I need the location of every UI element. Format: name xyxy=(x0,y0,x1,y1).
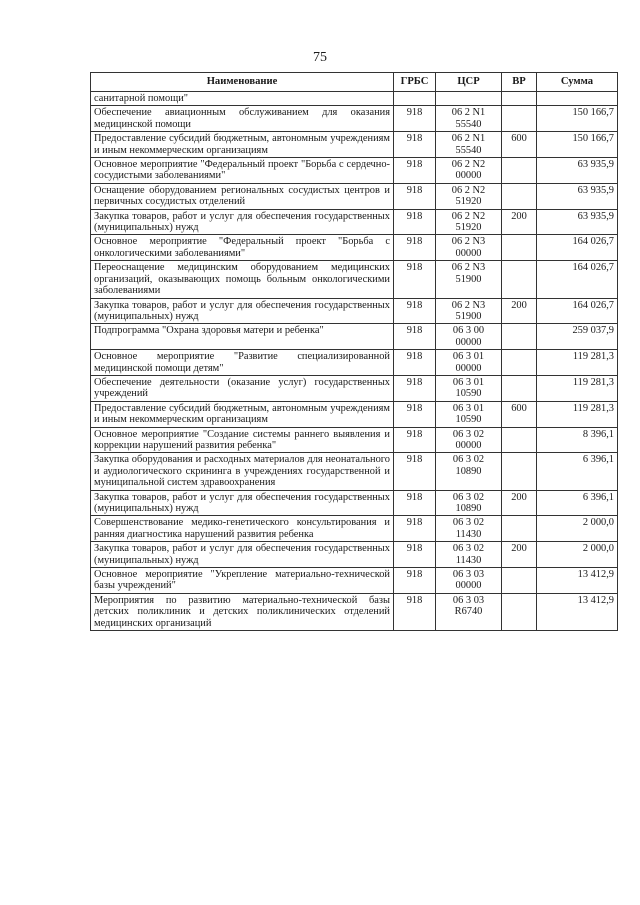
table-row xyxy=(91,453,618,490)
table-row xyxy=(91,324,618,350)
cell-sum: 259 037,9 xyxy=(537,324,618,350)
cell-grbs: 918 xyxy=(394,453,436,490)
cell-name: Основное мероприятие "Федеральный проект "Борьба с онкологическими заболеваниями" xyxy=(91,235,394,261)
cell-name: Оснащение оборудованием региональных сосудистых центров и первичных сосудистых отделений xyxy=(91,183,394,209)
cell-csr: 06 2 N2 51920 xyxy=(436,183,502,209)
cell-grbs: 918 xyxy=(394,375,436,401)
cell-grbs: 918 xyxy=(394,427,436,453)
cell-grbs: 918 xyxy=(394,401,436,427)
cell-grbs: 918 xyxy=(394,516,436,542)
table-row xyxy=(91,106,618,132)
cell-grbs: 918 xyxy=(394,183,436,209)
cell-grbs: 918 xyxy=(394,158,436,184)
cell-vr xyxy=(502,324,537,350)
cell-grbs: 918 xyxy=(394,490,436,516)
header-vr: ВР xyxy=(502,73,537,92)
cell-vr: 600 xyxy=(502,132,537,158)
cell-sum: 13 412,9 xyxy=(537,568,618,594)
cell-vr: 200 xyxy=(502,298,537,324)
cell-vr xyxy=(502,453,537,490)
header-csr: ЦСР xyxy=(436,73,502,92)
budget-table xyxy=(90,72,618,631)
cell-name: Переоснащение медицинским оборудованием медицинских организаций, оказывающих помощь больным онкологическими заболеваниями xyxy=(91,261,394,298)
table-row xyxy=(91,516,618,542)
table-row xyxy=(91,209,618,235)
table-row xyxy=(91,427,618,453)
cell-vr xyxy=(502,183,537,209)
cell-name: Закупка товаров, работ и услуг для обеспечения государственных (муниципальных) нужд xyxy=(91,209,394,235)
cell-vr xyxy=(502,375,537,401)
table-row xyxy=(91,132,618,158)
cell-csr: 06 3 02 10890 xyxy=(436,453,502,490)
table-row xyxy=(91,401,618,427)
cell-vr xyxy=(502,106,537,132)
cell-vr: 200 xyxy=(502,490,537,516)
cell-name: Мероприятия по развитию материально-технической базы детских поликлиник и детских поликлинических отделений медицинских организаций xyxy=(91,593,394,630)
cell-vr: 200 xyxy=(502,209,537,235)
cell-vr: 600 xyxy=(502,401,537,427)
cell-grbs: 918 xyxy=(394,235,436,261)
cell-vr xyxy=(502,593,537,630)
cell-sum: 8 396,1 xyxy=(537,427,618,453)
cell-sum: 119 281,3 xyxy=(537,401,618,427)
cell-sum: 2 000,0 xyxy=(537,516,618,542)
cell-name: Обеспечение деятельности (оказание услуг) государственных учреждений xyxy=(91,375,394,401)
cell-sum: 164 026,7 xyxy=(537,298,618,324)
table-row xyxy=(91,542,618,568)
cell-grbs: 918 xyxy=(394,106,436,132)
cell-sum: 2 000,0 xyxy=(537,542,618,568)
table-row xyxy=(91,568,618,594)
cell-csr: 06 2 N2 51920 xyxy=(436,209,502,235)
cell-vr xyxy=(502,568,537,594)
cell-vr xyxy=(502,92,537,106)
cell-grbs xyxy=(394,92,436,106)
cell-csr: 06 2 N2 00000 xyxy=(436,158,502,184)
table-row xyxy=(91,490,618,516)
table-row xyxy=(91,183,618,209)
cell-name: Закупка товаров, работ и услуг для обеспечения государственных (муниципальных) нужд xyxy=(91,490,394,516)
cell-sum: 150 166,7 xyxy=(537,106,618,132)
cell-name: Основное мероприятие "Укрепление материально-технической базы учреждений" xyxy=(91,568,394,594)
cell-name: Предоставление субсидий бюджетным, автономным учреждениям и иным некоммерческим организациям xyxy=(91,132,394,158)
cell-sum: 150 166,7 xyxy=(537,132,618,158)
cell-sum: 119 281,3 xyxy=(537,375,618,401)
cell-csr: 06 3 01 10590 xyxy=(436,401,502,427)
cell-name: Закупка товаров, работ и услуг для обеспечения государственных (муниципальных) нужд xyxy=(91,542,394,568)
header-grbs: ГРБС xyxy=(394,73,436,92)
cell-csr: 06 3 03 00000 xyxy=(436,568,502,594)
cell-name: Закупка оборудования и расходных материалов для неонатального и аудиологического скрининга в учреждениях государственной и муниципальной систем здравоохранения xyxy=(91,453,394,490)
cell-sum: 63 935,9 xyxy=(537,209,618,235)
cell-name: Основное мероприятие "Создание системы раннего выявления и коррекции нарушений развития ребенка" xyxy=(91,427,394,453)
header-sum: Сумма xyxy=(537,73,618,92)
cell-csr: 06 3 01 10590 xyxy=(436,375,502,401)
cell-csr: 06 3 02 10890 xyxy=(436,490,502,516)
header-name: Наименование xyxy=(91,73,394,92)
cell-sum: 63 935,9 xyxy=(537,183,618,209)
cell-vr xyxy=(502,235,537,261)
cell-vr xyxy=(502,261,537,298)
cell-grbs: 918 xyxy=(394,298,436,324)
cell-csr: 06 2 N3 51900 xyxy=(436,261,502,298)
table-row xyxy=(91,375,618,401)
table-row xyxy=(91,593,618,630)
table-row xyxy=(91,92,618,106)
cell-grbs: 918 xyxy=(394,324,436,350)
cell-name: Основное мероприятие "Развитие специализированной медицинской помощи детям" xyxy=(91,350,394,376)
cell-grbs: 918 xyxy=(394,568,436,594)
cell-name: Подпрограмма "Охрана здоровья матери и ребенка" xyxy=(91,324,394,350)
cell-grbs: 918 xyxy=(394,261,436,298)
cell-csr: 06 3 02 11430 xyxy=(436,542,502,568)
cell-grbs: 918 xyxy=(394,209,436,235)
cell-grbs: 918 xyxy=(394,542,436,568)
cell-vr xyxy=(502,427,537,453)
table-body xyxy=(91,92,618,631)
page-number: 75 xyxy=(313,50,327,65)
cell-name: Основное мероприятие "Федеральный проект "Борьба с сердечно-сосудистыми заболеваниями" xyxy=(91,158,394,184)
cell-sum: 13 412,9 xyxy=(537,593,618,630)
cell-vr xyxy=(502,350,537,376)
cell-sum: 6 396,1 xyxy=(537,490,618,516)
cell-csr: 06 3 02 00000 xyxy=(436,427,502,453)
cell-csr: 06 3 00 00000 xyxy=(436,324,502,350)
table-row xyxy=(91,261,618,298)
cell-csr xyxy=(436,92,502,106)
cell-sum: 63 935,9 xyxy=(537,158,618,184)
table-row xyxy=(91,350,618,376)
cell-name: санитарной помощи" xyxy=(91,92,394,106)
cell-csr: 06 3 03 R6740 xyxy=(436,593,502,630)
cell-grbs: 918 xyxy=(394,350,436,376)
cell-name: Обеспечение авиационным обслуживанием для оказания медицинской помощи xyxy=(91,106,394,132)
table-row xyxy=(91,235,618,261)
cell-vr xyxy=(502,516,537,542)
cell-vr: 200 xyxy=(502,542,537,568)
cell-sum: 164 026,7 xyxy=(537,235,618,261)
cell-sum xyxy=(537,92,618,106)
cell-sum: 164 026,7 xyxy=(537,261,618,298)
cell-csr: 06 3 01 00000 xyxy=(436,350,502,376)
table-row xyxy=(91,298,618,324)
cell-sum: 119 281,3 xyxy=(537,350,618,376)
cell-sum: 6 396,1 xyxy=(537,453,618,490)
cell-csr: 06 3 02 11430 xyxy=(436,516,502,542)
cell-grbs: 918 xyxy=(394,132,436,158)
cell-csr: 06 2 N1 55540 xyxy=(436,132,502,158)
cell-name: Предоставление субсидий бюджетным, автономным учреждениям и иным некоммерческим организациям xyxy=(91,401,394,427)
cell-csr: 06 2 N3 00000 xyxy=(436,235,502,261)
cell-grbs: 918 xyxy=(394,593,436,630)
table-header-row xyxy=(91,73,618,92)
cell-vr xyxy=(502,158,537,184)
cell-csr: 06 2 N1 55540 xyxy=(436,106,502,132)
cell-name: Закупка товаров, работ и услуг для обеспечения государственных (муниципальных) нужд xyxy=(91,298,394,324)
cell-csr: 06 2 N3 51900 xyxy=(436,298,502,324)
table-row xyxy=(91,158,618,184)
cell-name: Совершенствование медико-генетического консультирования и ранняя диагностика нарушений развития ребенка xyxy=(91,516,394,542)
